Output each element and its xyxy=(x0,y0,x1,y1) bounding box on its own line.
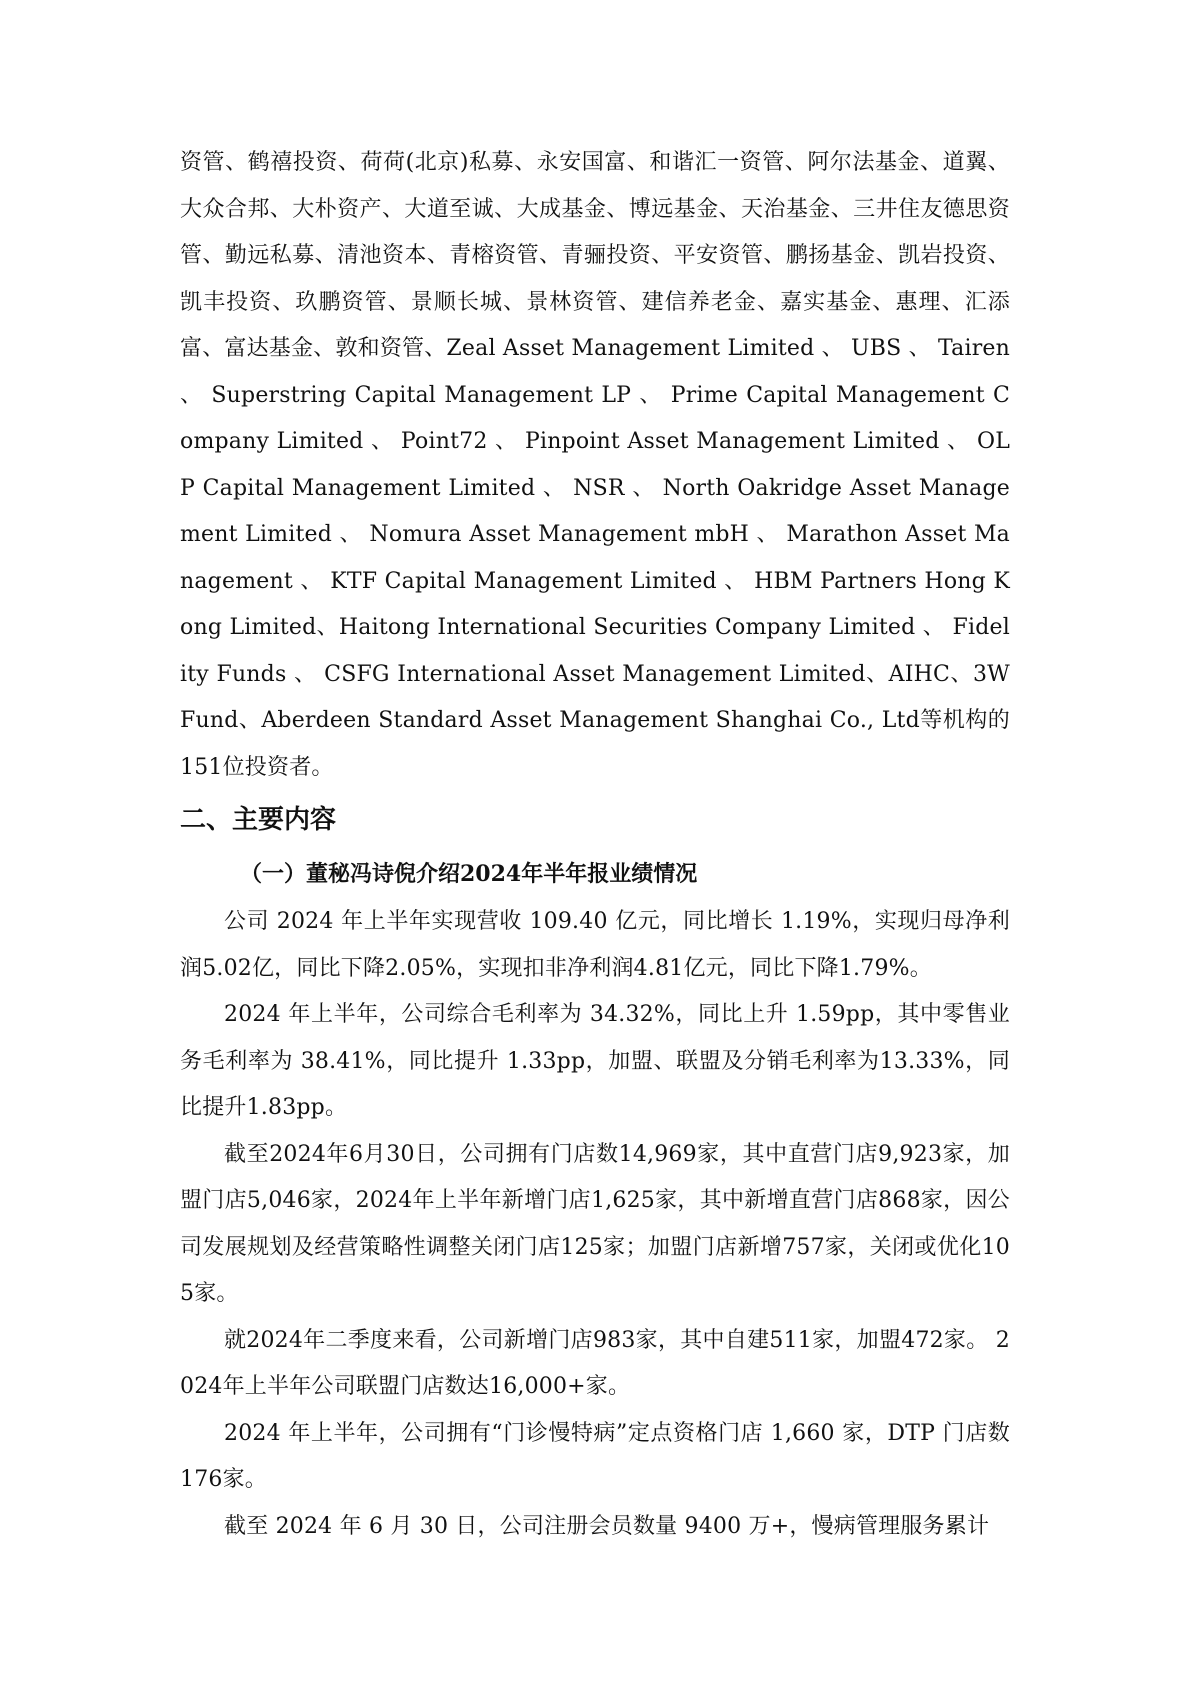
paragraph-members: 截至 2024 年 6 月 30 日，公司注册会员数量 9400 万+，慢病管理服务累计 xyxy=(224,1513,990,1539)
paragraph-store-count: 截至2024年6月30日，公司拥有门店数14,969家，其中直营门店9,923家，加盟门店5,046家，2024年上半年新增门店1,625家，其中新增直营门店868家，因公司发展规划及经营策略性调整关闭门店125家；加盟门店新增757家，关闭或优化105家。 xyxy=(180,1141,1010,1306)
paragraph-revenue-profit: 公司 2024 年上半年实现营收 109.40 亿元，同比增长 1.19%，实现归母净利润5.02亿，同比下降2.05%，实现扣非净利润4.81亿元，同比下降1.79%。 xyxy=(180,909,1010,981)
sub-heading-earnings-intro: （一）董秘冯诗倪介绍2024年半年报业绩情况 xyxy=(240,861,698,887)
paragraph-special-disease-stores: 2024 年上半年，公司拥有“门诊慢特病”定点资格门店 1,660 家，DTP 门店数176家。 xyxy=(180,1420,1010,1492)
investor-list-paragraph: 资管、鹤禧投资、荷荷(北京)私募、永安国富、和谐汇一资管、阿尔法基金、道翼、大众合邦、大朴资产、大道至诚、大成基金、博远基金、天治基金、三井住友德思资管、勤远私募、清池资本、青榕资管、青骊投资、平安资管、鹏扬基金、凯岩投资、凯丰投资、玖鹏资管、景顺长城、景林资管、建信养老金、嘉实基金、惠理、汇添富、富达基金、敦和资管、Zeal Asset Management Limited 、 UBS 、 Tairen 、 Superstring Capital Management LP 、 Prime Capital Management Company Limited 、 Point72 、 Pinpoint Asset Management Limited 、 OLP Capital Management Limited 、 NSR 、 North Oakridge Asset Management Limited 、 Nomura Asset Management mbH 、 Marathon Asset Management 、 KTF Capital Management Limited 、 HBM Partners Hong Kong Limited、Haitong International Securities Company Limited 、 Fidelity Funds 、 CSFG International Asset Management Limited、AIHC、3W Fund、Aberdeen Standard Asset Management Shanghai Co., Ltd等机构的151位投资者。 xyxy=(180,150,1010,780)
page-content xyxy=(180,140,1010,1550)
paragraph-q2-stores: 就2024年二季度来看，公司新增门店983家，其中自建511家，加盟472家。 2024年上半年公司联盟门店数达16,000+家。 xyxy=(180,1327,1010,1399)
paragraph-gross-margin: 2024 年上半年，公司综合毛利率为 34.32%，同比上升 1.59pp，其中零售业务毛利率为 38.41%，同比提升 1.33pp，加盟、联盟及分销毛利率为13.33%，同比提升1.83pp。 xyxy=(180,1002,1010,1120)
section-heading-main-content: 二、主要内容 xyxy=(180,805,337,835)
